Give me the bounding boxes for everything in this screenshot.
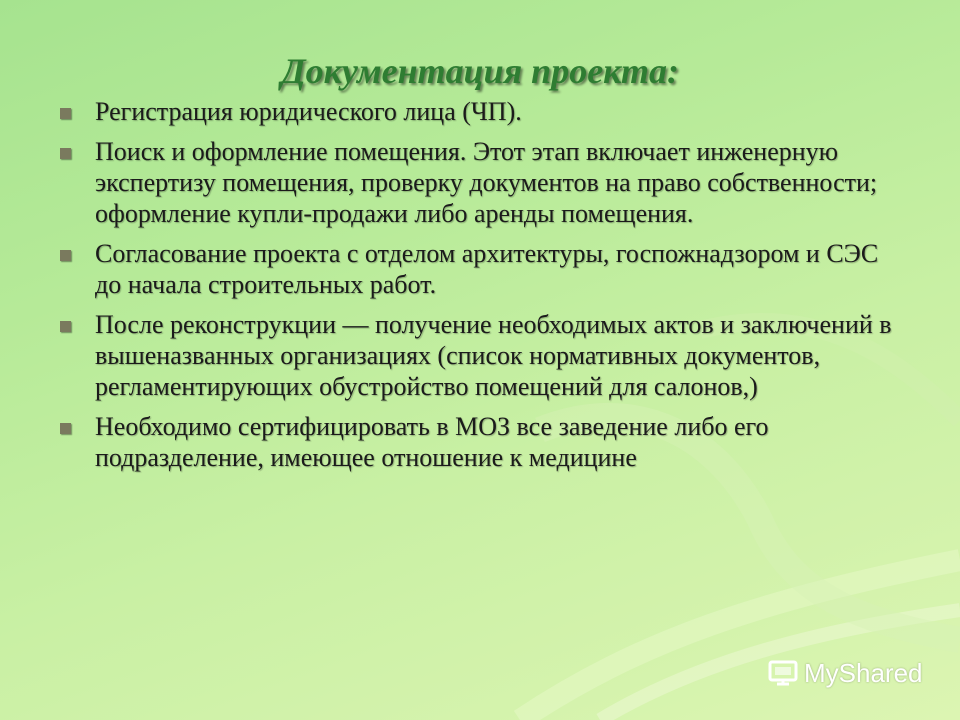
square-bullet-icon [60, 321, 71, 332]
square-bullet-icon [60, 250, 71, 261]
list-item [60, 238, 910, 300]
square-bullet-icon [60, 108, 71, 119]
list-item-text: Регистрация юридического лица (ЧП). [95, 97, 522, 126]
list-item [60, 136, 910, 229]
list-item-text: Необходимо сертифицировать в МОЗ все заведение либо его подразделение, имеющее отношение к медицине [95, 412, 769, 472]
list-item-text: Согласование проекта с отделом архитектуры, госпожнадзором и СЭС до начала строительных работ. [95, 239, 879, 299]
square-bullet-icon [60, 423, 71, 434]
watermark-text: MyShared [804, 657, 923, 688]
slide-title: Документация проекта: [281, 51, 679, 91]
square-bullet-icon [60, 148, 71, 159]
bullet-list [60, 96, 910, 482]
list-item-text: Поиск и оформление помещения. Этот этап включает инженерную экспертизу помещения, проверку документов на право собственности; оформление купли-продажи либо аренды помещения. [95, 137, 878, 228]
list-item [60, 411, 910, 473]
myshared-watermark [766, 656, 923, 690]
myshared-logo-icon [766, 656, 800, 690]
list-item-text: После реконструкции — получение необходимых актов и заключений в вышеназванных организациях (список нормативных документов, регламентирующих обустройство помещений для салонов,) [95, 310, 892, 401]
list-item [60, 96, 910, 127]
list-item [60, 309, 910, 402]
